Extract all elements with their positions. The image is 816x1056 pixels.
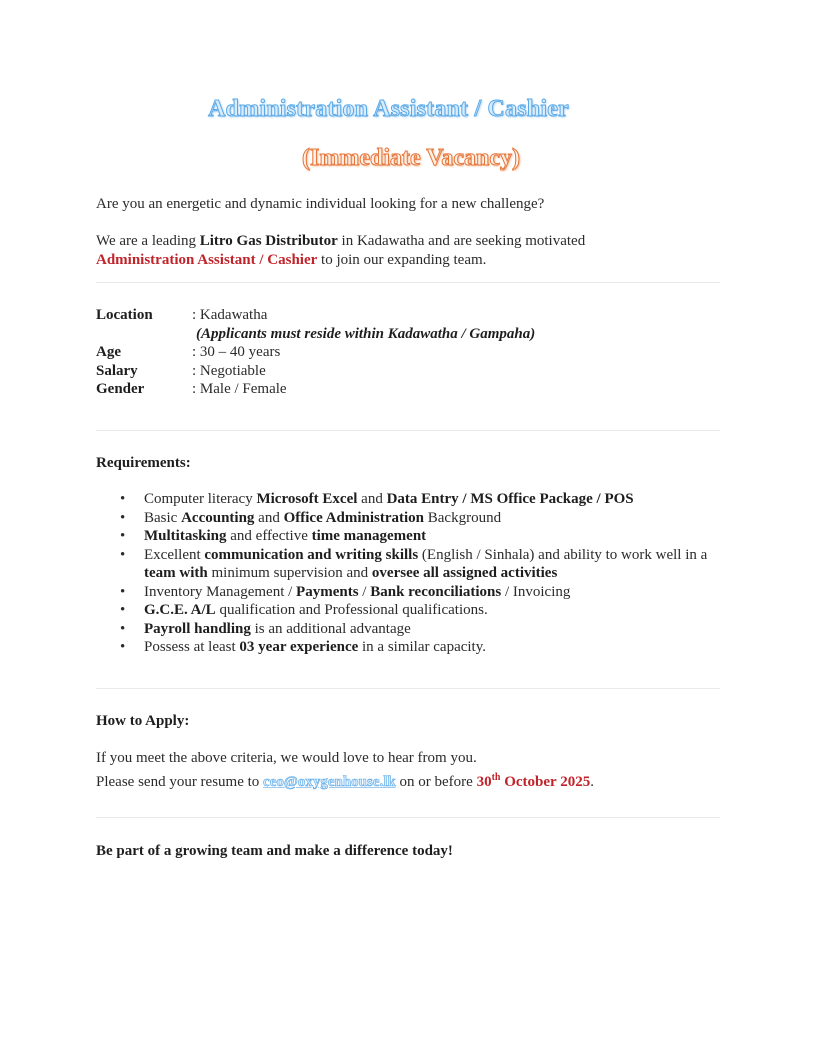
location-value: : Kadawatha [192,307,268,323]
closing-line: Be part of a growing team and make a difference today! [96,843,453,859]
email-link[interactable]: ceo@oxygenhouse.lk [263,774,396,790]
bullet-icon: • [120,583,126,600]
vacancy-subtitle: (Immediate Vacancy) [302,145,520,171]
company-name: Litro Gas Distributor [199,233,338,249]
requirement-item [96,638,720,657]
requirement-item [96,490,720,509]
location-label: Location [96,307,153,323]
requirement-emphasis: team with [144,565,208,581]
bullet-icon: • [120,639,126,655]
requirement-text: Inventory Management / [144,583,297,600]
divider [96,282,720,283]
requirement-text: Excellent [144,546,205,563]
requirement-item [96,601,720,620]
bullet-icon: • [120,528,126,544]
job-details [96,306,720,399]
salary-row [96,362,720,381]
bullet-icon: • [120,602,126,618]
requirement-emphasis: Office Administration [283,509,424,526]
apply-section [96,712,720,731]
divider [96,817,720,818]
location-row [96,306,720,325]
intro-question: Are you an energetic and dynamic individual looking for a new challenge? [96,196,545,212]
bullet-icon: • [120,509,126,526]
company-intro [96,232,720,270]
requirement-text: in a similar capacity. [358,639,486,655]
closing-section [96,842,720,861]
requirements-list-wrap [96,490,720,657]
age-label: Age [96,344,121,360]
requirement-item [96,546,720,583]
gender-value: : Male / Female [192,381,287,397]
salary-label: Salary [96,362,138,379]
bullet-icon: • [120,620,126,637]
requirement-emphasis: G.C.E. A/L [144,602,216,618]
requirement-item [96,583,720,602]
requirement-item [96,527,720,546]
intro-section [96,195,720,214]
salary-value: : Negotiable [192,362,266,379]
apply-line-2: Please send your resume to ceo@oxygenhouse.lk on or before 30th October 2025. [96,772,594,790]
requirement-item [96,620,720,639]
requirement-emphasis: Multitasking [144,528,227,544]
requirement-emphasis: Payroll handling [144,620,251,637]
role-name: Administration Assistant / Cashier [96,252,318,268]
divider [96,430,720,431]
bullet-icon: • [120,491,126,507]
requirement-emphasis: Microsoft Excel [256,491,358,507]
requirement-text: Basic [144,509,182,526]
page-title: Administration Assistant / Cashier [208,96,569,122]
requirement-emphasis: communication and writing skills [204,546,419,563]
requirement-text: and [254,509,284,526]
apply-heading: How to Apply: [96,713,190,729]
requirement-emphasis: Accounting [181,509,255,526]
bullet-icon: • [120,546,126,563]
requirement-text: (English / Sinhala) and ability to work well in a [418,546,708,563]
age-value: : 30 – 40 years [192,344,281,360]
requirement-text: / [358,583,371,600]
location-note: (Applicants must reside within Kadawatha / Gampaha) [196,325,536,342]
requirements-section [96,454,720,473]
requirement-text: minimum supervision and [207,565,372,581]
requirement-text: Possess at least [144,639,240,655]
requirement-emphasis: Bank reconciliations [370,583,502,600]
requirement-text: and [357,491,387,507]
gender-label: Gender [96,381,145,397]
apply-instructions [96,749,720,792]
requirement-text: Background [424,509,502,526]
requirement-emphasis: 03 year experience [239,639,359,655]
apply-line-1: If you meet the above criteria, we would love to hear from you. [96,750,477,766]
requirement-text: / Invoicing [501,583,571,600]
requirement-text: and effective [226,528,312,544]
requirement-emphasis: Data Entry / MS Office Package / POS [386,491,634,507]
requirement-text: qualification and Professional qualifications. [215,602,488,618]
requirement-text: is an additional advantage [250,620,411,637]
requirement-text: Computer literacy [144,491,257,507]
age-row [96,343,720,362]
requirement-emphasis: Payments [296,583,359,600]
requirements-heading: Requirements: [96,455,191,471]
requirement-emphasis: oversee all assigned activities [371,565,558,581]
divider [96,688,720,689]
company-sentence: We are a leading Litro Gas Distributor in Kadawatha and are seeking motivated Administration Assistant / Cashier to join our expanding team. [96,233,586,268]
deadline-date: 30th October 2025 [476,772,591,790]
requirements-list [96,490,720,657]
requirement-item [96,509,720,528]
gender-row [96,380,720,399]
requirement-emphasis: time management [311,528,427,544]
